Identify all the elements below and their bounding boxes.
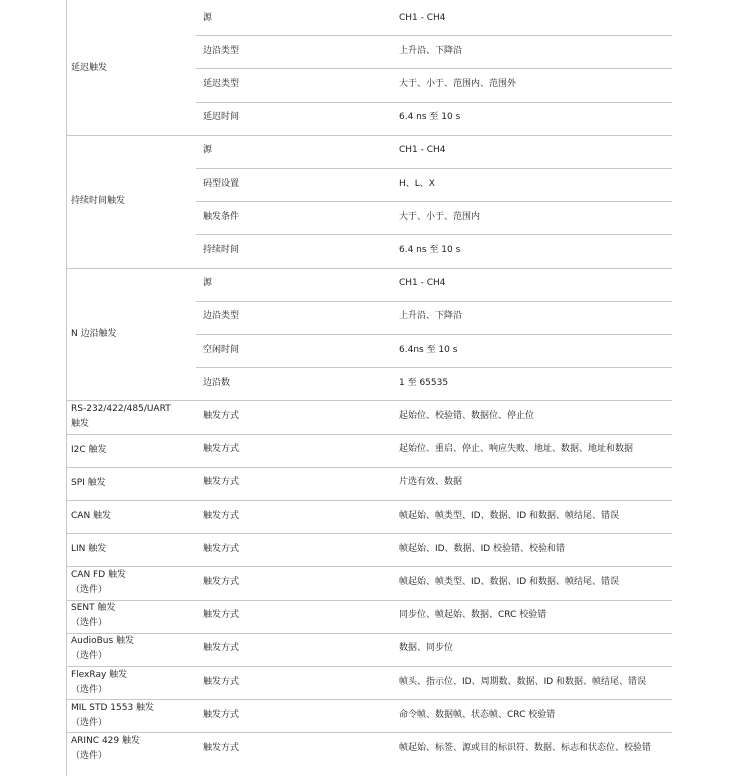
- category-label-line: SPI 触发: [71, 477, 106, 488]
- value-cell: 上升沿、下降沿: [399, 311, 463, 322]
- category-label-line: AudioBus 触发: [71, 636, 135, 647]
- table-row: [0, 666, 736, 699]
- value-cell: 上升沿、下降沿: [399, 45, 463, 56]
- value-cell: 命令帧、数据帧、状态帧、CRC 校验错: [399, 709, 556, 720]
- value-cell: 6.4ns 至 10 s: [399, 344, 458, 355]
- value-cell: 6.4 ns 至 10 s: [399, 112, 461, 123]
- param-cell: 触发方式: [203, 676, 240, 687]
- param-cell: 空闲时间: [203, 344, 240, 355]
- category-label-line: （选件）: [71, 684, 108, 695]
- value-cell: 起始位、校验错、数据位、停止位: [399, 410, 535, 421]
- table-row: [0, 732, 736, 765]
- table-row: [0, 201, 736, 234]
- param-cell: 触发方式: [203, 709, 240, 720]
- value-cell: CH1 - CH4: [399, 278, 446, 289]
- category-label-line: CAN FD 触发: [71, 570, 127, 580]
- category-label-line: MIL STD 1553 触发: [71, 702, 155, 713]
- table-row: [0, 633, 736, 666]
- category-label-line: （选件）: [71, 585, 108, 595]
- value-cell: H、L、X: [399, 178, 435, 189]
- category-label-line: （选件）: [71, 618, 108, 629]
- table-row: [0, 699, 736, 732]
- table-row: [0, 500, 736, 533]
- category-label-line: FlexRay 触发: [71, 669, 128, 680]
- param-cell: 触发条件: [203, 211, 240, 222]
- value-cell: CH1 - CH4: [399, 145, 446, 156]
- table-row: [0, 102, 736, 135]
- category-label-line: 触发: [71, 419, 90, 429]
- value-cell: 同步位、帧起始、数据、CRC 校验错: [399, 610, 547, 621]
- param-cell: 持续时间: [203, 244, 240, 255]
- table-row: [0, 168, 736, 201]
- table-row: [0, 2, 736, 35]
- category-label-line: SENT 触发: [71, 603, 116, 614]
- category-label-line: N 边沿触发: [71, 328, 117, 339]
- category-label-line: LIN 触发: [71, 544, 107, 555]
- category-label-line: （选件）: [71, 717, 108, 728]
- param-cell: 触发方式: [203, 643, 240, 654]
- table-row: [0, 367, 736, 400]
- value-cell: 帧起始、标签、源或目的标识符、数据、标志和状态位、校验错: [399, 742, 652, 753]
- table-row: [0, 234, 736, 267]
- param-cell: 源: [203, 278, 213, 289]
- param-cell: 触发方式: [203, 410, 240, 421]
- param-cell: 触发方式: [203, 444, 240, 455]
- value-cell: 帧起始、ID、数据、ID 校验错、校验和错: [399, 543, 566, 554]
- param-cell: 延迟类型: [203, 78, 240, 89]
- param-cell: 边沿数: [203, 377, 231, 388]
- value-cell: 帧起始、帧类型、ID、数据、ID 和数据、帧结尾、错误: [399, 576, 620, 587]
- table-row: [0, 135, 736, 168]
- value-cell: 起始位、重启、停止、响应失败、地址、数据、地址和数据: [399, 444, 634, 455]
- value-cell: 帧起始、帧类型、ID、数据、ID 和数据、帧结尾、错误: [399, 510, 620, 521]
- category-label-line: （选件）: [71, 651, 108, 662]
- value-cell: 大于、小于、范围内: [399, 211, 481, 222]
- category-label-line: I2C 触发: [71, 444, 107, 455]
- param-cell: 触发方式: [203, 742, 240, 753]
- param-cell: 源: [203, 12, 213, 23]
- value-cell: 片选有效、数据: [399, 477, 463, 488]
- param-cell: 触发方式: [203, 510, 240, 521]
- table-row: [0, 533, 736, 566]
- table-row: [0, 400, 736, 433]
- category-label-line: 持续时间触发: [71, 195, 126, 206]
- table-row: [0, 68, 736, 101]
- table-row: [0, 566, 736, 599]
- value-cell: CH1 - CH4: [399, 12, 446, 23]
- table-row: [0, 600, 736, 633]
- value-cell: 帧头、指示位、ID、周期数、数据、ID 和数据、帧结尾、错误: [399, 676, 647, 687]
- param-cell: 码型设置: [203, 178, 240, 189]
- table-row: [0, 334, 736, 367]
- param-cell: 触发方式: [203, 477, 240, 488]
- category-label-line: （选件）: [71, 751, 108, 761]
- param-cell: 触发方式: [203, 610, 240, 621]
- table-left-border: [66, 0, 67, 776]
- table-row: [0, 268, 736, 301]
- param-cell: 触发方式: [203, 576, 240, 587]
- category-label-line: ARINC 429 触发: [71, 736, 140, 746]
- param-cell: 延迟时间: [203, 112, 240, 123]
- table-row: [0, 35, 736, 68]
- param-cell: 触发方式: [203, 543, 240, 554]
- param-cell: 源: [203, 145, 213, 156]
- table-row: [0, 301, 736, 334]
- value-cell: 6.4 ns 至 10 s: [399, 244, 461, 255]
- param-cell: 边沿类型: [203, 45, 240, 56]
- value-cell: 大于、小于、范围内、范围外: [399, 78, 517, 89]
- param-cell: 边沿类型: [203, 311, 240, 322]
- value-cell: 数据、同步位: [399, 643, 454, 654]
- category-label-line: 延迟触发: [71, 62, 108, 73]
- category-label-line: CAN 触发: [71, 511, 112, 522]
- category-label-line: RS-232/422/485/UART: [71, 404, 171, 414]
- table-row: [0, 434, 736, 467]
- table-row: [0, 467, 736, 500]
- value-cell: 1 至 65535: [399, 377, 449, 388]
